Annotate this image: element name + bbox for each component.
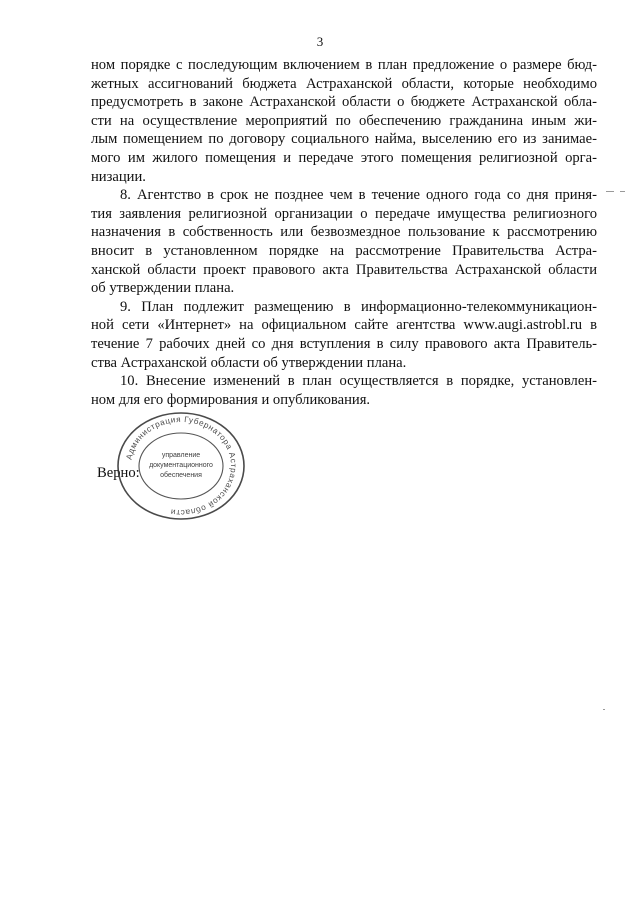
paragraph-9 [91, 298, 597, 372]
scan-speck [606, 191, 614, 192]
svg-text:документационного: документационного [149, 462, 213, 469]
paragraph-continuation [91, 56, 597, 186]
text-line: низации. [91, 168, 146, 185]
seal-graphic [112, 410, 250, 522]
text-line: сти на осуществление мероприятий по обеспечению гражданина иным жи- [91, 112, 597, 129]
official-seal-stamp [112, 410, 250, 522]
scan-speck [620, 191, 625, 192]
paragraph-8 [91, 186, 597, 298]
text-line: мого им жилого помещения и передаче этого помещения религиозной орга- [91, 149, 597, 166]
text-line: тия заявления религиозной организации о передаче имущества религиозного [91, 205, 597, 222]
text-line: жетных ассигнований бюджета Астраханской области, которые необходимо [91, 75, 597, 92]
text-line: течение 7 рабочих дней со дня вступления в силу правового акта Правитель- [91, 335, 597, 352]
text-line: ханской области проект правового акта Правительства Астраханской области [91, 261, 597, 278]
text-line: ном для его формирования и опубликования. [91, 391, 371, 408]
text-line: ства Астраханской области об утверждении плана. [91, 354, 407, 371]
svg-text:управление: управление [161, 452, 201, 459]
text-line: 9. План подлежит размещению в информационно-телекоммуникацион- [120, 298, 597, 315]
scan-speck [603, 709, 605, 710]
verno-label: Верно: [97, 465, 140, 481]
text-line: предусмотреть в законе Астраханской области о бюджете Астраханской обла- [91, 94, 597, 111]
text-line: ной сети «Интернет» на официальном сайте агентства www.augi.astrobl.ru в [91, 317, 597, 334]
text-line: 8. Агентство в срок не позднее чем в течение одного года со дня приня- [120, 187, 597, 204]
svg-text:Администрация Губернатора Астр: Администрация Губернатора Астраханской области [124, 414, 239, 518]
text-line: лым помещением по договору социального найма, выселению его из занимае- [91, 131, 597, 148]
paragraph-10 [91, 372, 597, 409]
text-line: об утверждении плана. [91, 280, 235, 297]
page-number: 3 [316, 34, 324, 49]
text-line: ном порядке с последующим включением в план предложение о размере бюд- [91, 57, 597, 73]
text-line: вносит в установленном порядке на рассмотрение Правительства Астра- [91, 242, 597, 259]
text-line: назначения в собственность или безвозмездное пользование к рассмотрению [91, 224, 597, 241]
document-body [91, 56, 597, 409]
svg-text:обеспечения: обеспечения [160, 472, 202, 479]
text-line: 10. Внесение изменений в план осуществляется в порядке, установлен- [120, 373, 597, 390]
